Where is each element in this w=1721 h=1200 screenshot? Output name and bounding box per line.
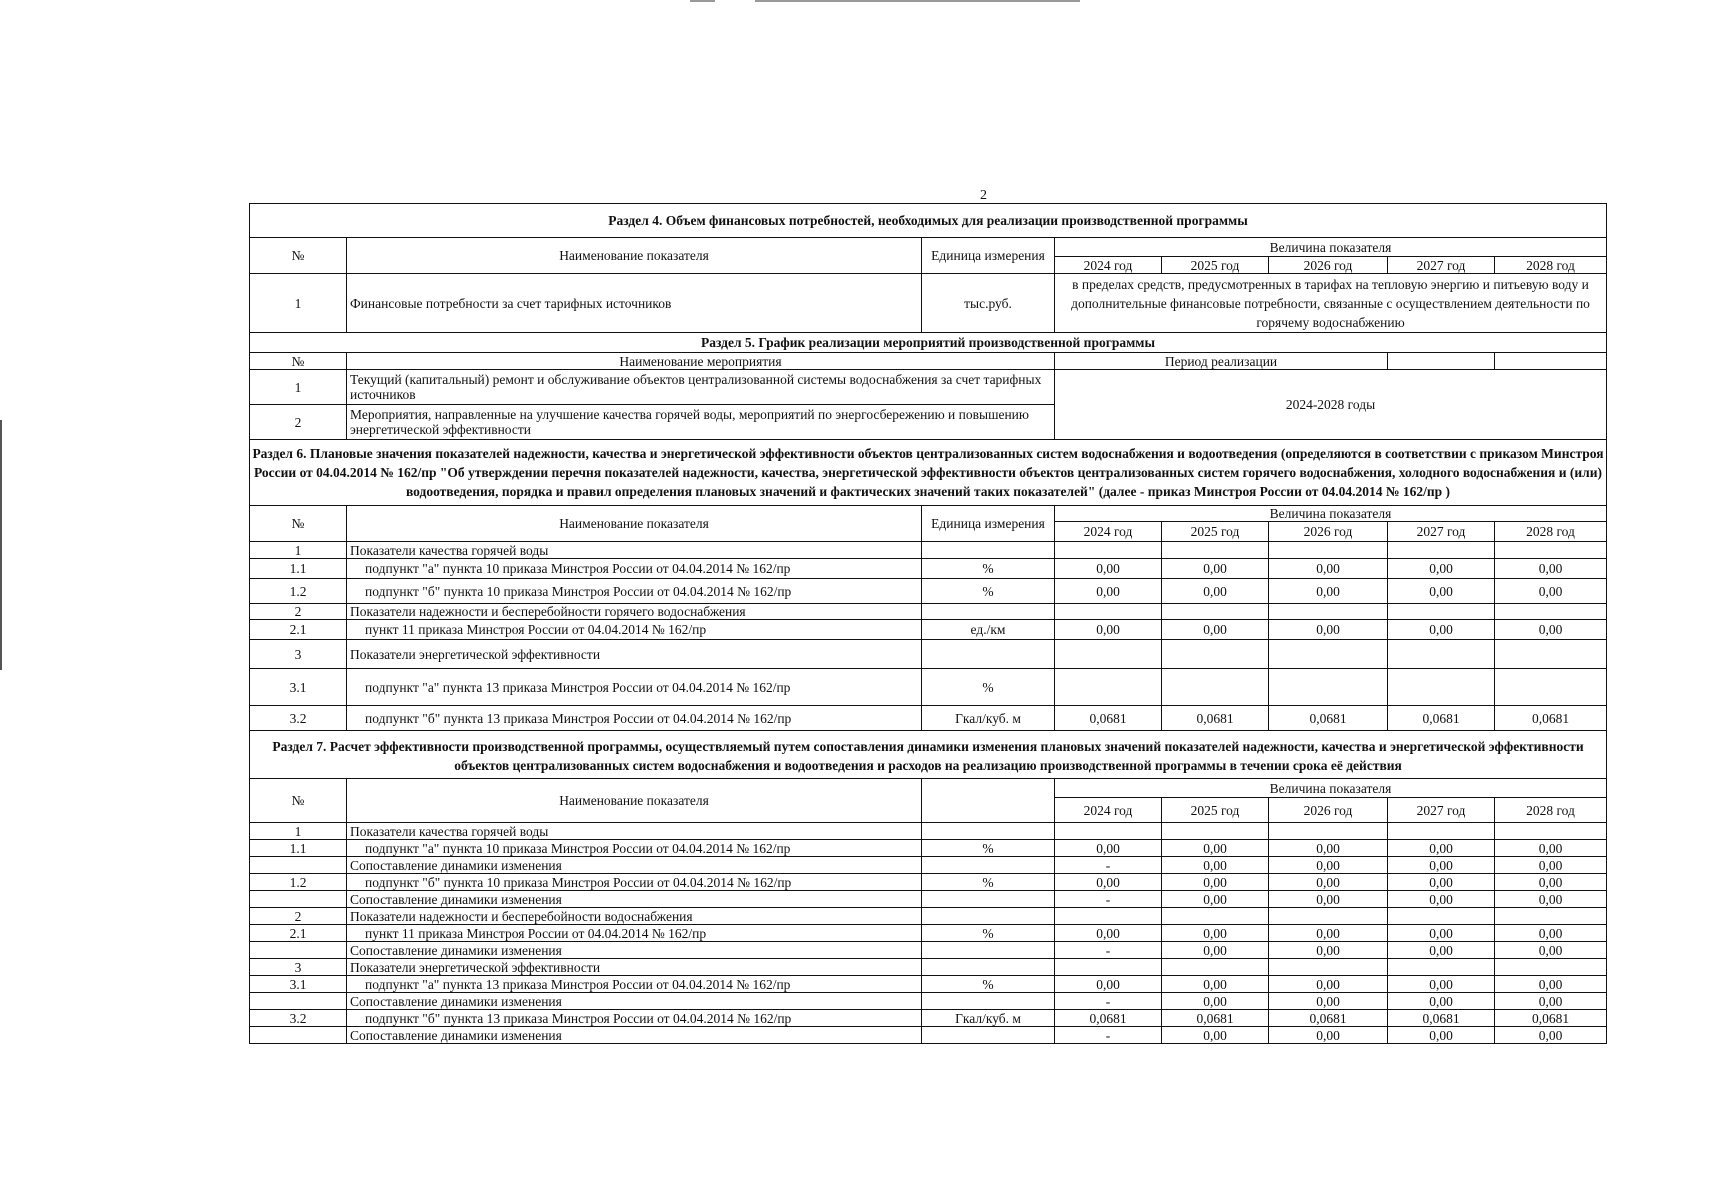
year-value: 0,00: [1269, 925, 1388, 942]
year-value: [1495, 542, 1607, 559]
year-value: 0,00: [1162, 559, 1269, 579]
section7-year: 2028 год: [1495, 798, 1607, 823]
year-value: 0,00: [1388, 993, 1495, 1010]
unit: Гкал/куб. м: [922, 1010, 1055, 1027]
year-value: 0,00: [1388, 559, 1495, 579]
row-number: 3.2: [250, 1010, 347, 1027]
section5-header-row: [250, 353, 1607, 370]
indicator-name: подпункт "б" пункта 13 приказа Минстроя России от 04.04.2014 № 162/пр: [347, 706, 922, 731]
indicator-group-name: Показатели энергетической эффективности: [347, 640, 922, 669]
year-value: 0,00: [1055, 840, 1162, 857]
year-value: [1055, 823, 1162, 840]
unit: [922, 993, 1055, 1010]
section4-year: 2026 год: [1269, 257, 1388, 274]
document-page: [249, 203, 1606, 1044]
section7-data-row: [250, 942, 1607, 959]
year-value: 0,00: [1495, 976, 1607, 993]
year-value: 0,0681: [1055, 706, 1162, 731]
year-value: 0,00: [1388, 620, 1495, 640]
year-value: 0,00: [1388, 891, 1495, 908]
section6-col-name: Наименование показателя: [347, 506, 922, 542]
unit: %: [922, 579, 1055, 604]
section6-title: Раздел 6. Плановые значения показателей надежности, качества и энергетической эффективности объектов централизованных систем водоснабжения и водоотведения (определяются в соответствии с приказом Минстроя России от 04.04.2014 № 162/пр "Об утверждении перечня показателей надежности, качества, энергетической эффективности объектов централизованных систем горячего водоснабжения, холодного водоснабжения и (или) водоотведения, порядка и правил определения плановых значений и фактических значений таких показателей" (далее - приказ Минстроя России от 04.04.2014 № 162/пр ): [250, 440, 1607, 506]
indicator-name: подпункт "б" пункта 10 приказа Минстроя России от 04.04.2014 № 162/пр: [347, 874, 922, 891]
unit: [922, 857, 1055, 874]
section6-data-row: [250, 706, 1607, 731]
year-value: 0,00: [1495, 942, 1607, 959]
section4-col-no: №: [250, 238, 347, 274]
section6-header-row: [250, 506, 1607, 522]
section7-data-row: [250, 1010, 1607, 1027]
year-value: 0,00: [1388, 1027, 1495, 1044]
section5-title-row: [250, 333, 1607, 353]
year-value: 0,00: [1388, 874, 1495, 891]
section7-data-row: [250, 857, 1607, 874]
row-number: 2: [250, 405, 347, 440]
year-value: [1055, 959, 1162, 976]
year-value: 0,00: [1162, 925, 1269, 942]
year-value: -: [1055, 857, 1162, 874]
indicator-group-name: Показатели надежности и бесперебойности горячего водоснабжения: [347, 604, 922, 620]
section4-data-row: [250, 274, 1607, 333]
section7-col-no: №: [250, 779, 347, 823]
unit: [922, 908, 1055, 925]
year-value: 0,00: [1055, 925, 1162, 942]
year-value: 0,00: [1269, 559, 1388, 579]
year-value: [1269, 640, 1388, 669]
row-number: [250, 1027, 347, 1044]
unit: %: [922, 925, 1055, 942]
year-value: 0,00: [1162, 891, 1269, 908]
section6-col-no: №: [250, 506, 347, 542]
section5-col-no: №: [250, 353, 347, 370]
row-number: [250, 891, 347, 908]
year-value: 0,00: [1495, 857, 1607, 874]
year-value: 0,00: [1162, 976, 1269, 993]
year-value: 0,0681: [1162, 706, 1269, 731]
comparison-label: Сопоставление динамики изменения: [347, 857, 922, 874]
year-value: 0,0681: [1495, 1010, 1607, 1027]
row-number: 2: [250, 604, 347, 620]
year-value: -: [1055, 1027, 1162, 1044]
year-value: 0,00: [1388, 840, 1495, 857]
indicator-name: подпункт "б" пункта 10 приказа Минстроя России от 04.04.2014 № 162/пр: [347, 579, 922, 604]
implementation-period: 2024-2028 годы: [1055, 370, 1607, 440]
section4-header-row: [250, 238, 1607, 257]
unit: %: [922, 874, 1055, 891]
year-value: 0,00: [1162, 874, 1269, 891]
unit: [922, 942, 1055, 959]
section6-data-row: [250, 640, 1607, 669]
row-number: 2: [250, 908, 347, 925]
section4-col-unit: Единица измерения: [922, 238, 1055, 274]
year-value: [1162, 823, 1269, 840]
section6-data-row: [250, 542, 1607, 559]
indicator-name: подпункт "а" пункта 13 приказа Минстроя России от 04.04.2014 № 162/пр: [347, 976, 922, 993]
indicator-group-name: Показатели надежности и бесперебойности водоснабжения: [347, 908, 922, 925]
measure-name: Текущий (капитальный) ремонт и обслуживание объектов централизованной системы водоснабжения за счет тарифных источников: [347, 370, 1055, 405]
year-value: 0,0681: [1388, 1010, 1495, 1027]
section7-year: 2024 год: [1055, 798, 1162, 823]
section6-title-row: [250, 440, 1607, 506]
year-value: -: [1055, 942, 1162, 959]
row-number: 1.1: [250, 559, 347, 579]
year-value: [1388, 908, 1495, 925]
comparison-label: Сопоставление динамики изменения: [347, 1027, 922, 1044]
section7-data-row: [250, 959, 1607, 976]
unit: [922, 542, 1055, 559]
year-value: 0,00: [1162, 993, 1269, 1010]
row-number: 3: [250, 959, 347, 976]
year-value: [1162, 604, 1269, 620]
indicator-group-name: Показатели энергетической эффективности: [347, 959, 922, 976]
year-value: 0,00: [1162, 579, 1269, 604]
indicator-name: подпункт "а" пункта 10 приказа Минстроя России от 04.04.2014 № 162/пр: [347, 559, 922, 579]
year-value: [1055, 669, 1162, 706]
year-value: [1269, 542, 1388, 559]
year-value: 0,0681: [1269, 1010, 1388, 1027]
row-number: 2.1: [250, 925, 347, 942]
section6-year: 2026 год: [1269, 522, 1388, 542]
row-number: 1.1: [250, 840, 347, 857]
section5-col-period: Период реализации: [1055, 353, 1388, 370]
year-value: [1495, 959, 1607, 976]
section7-col-name: Наименование показателя: [347, 779, 922, 823]
section7-data-row: [250, 976, 1607, 993]
year-value: 0,00: [1162, 857, 1269, 874]
year-value: 0,00: [1495, 559, 1607, 579]
section5-row: [250, 370, 1607, 405]
unit: [922, 640, 1055, 669]
year-value: 0,00: [1495, 840, 1607, 857]
year-value: [1162, 669, 1269, 706]
scan-artifact-gap: [715, 0, 755, 2]
year-value: 0,00: [1495, 891, 1607, 908]
year-value: -: [1055, 993, 1162, 1010]
unit: %: [922, 976, 1055, 993]
year-value: 0,00: [1269, 874, 1388, 891]
unit: [922, 959, 1055, 976]
section5-col-name: Наименование мероприятия: [347, 353, 1055, 370]
row-number: 3.2: [250, 706, 347, 731]
unit: [922, 891, 1055, 908]
section6-year: 2028 год: [1495, 522, 1607, 542]
year-value: [1055, 640, 1162, 669]
year-value: 0,00: [1495, 993, 1607, 1010]
year-value: 0,00: [1269, 942, 1388, 959]
section7-year: 2027 год: [1388, 798, 1495, 823]
section7-col-value: Величина показателя: [1055, 779, 1607, 798]
section7-data-row: [250, 993, 1607, 1010]
year-value: 0,00: [1162, 620, 1269, 640]
year-value: [1162, 640, 1269, 669]
year-value: 0,00: [1162, 942, 1269, 959]
year-value: [1388, 542, 1495, 559]
section7-title-row: [250, 731, 1607, 779]
year-value: 0,00: [1388, 976, 1495, 993]
measure-name: Мероприятия, направленные на улучшение качества горячей воды, мероприятий по энергосбережению и повышению энергетической эффективности: [347, 405, 1055, 440]
row-number: 3.1: [250, 976, 347, 993]
row-number: 1: [250, 370, 347, 405]
year-value: [1495, 669, 1607, 706]
section7-data-row: [250, 823, 1607, 840]
row-number: 2.1: [250, 620, 347, 640]
year-value: [1495, 908, 1607, 925]
year-value: 0,0681: [1162, 1010, 1269, 1027]
year-value: [1495, 604, 1607, 620]
year-value: 0,00: [1388, 579, 1495, 604]
year-value: 0,00: [1162, 1027, 1269, 1044]
year-value: [1495, 823, 1607, 840]
year-value: [1388, 604, 1495, 620]
year-value: 0,00: [1055, 579, 1162, 604]
year-value: 0,00: [1162, 840, 1269, 857]
year-value: 0,00: [1388, 925, 1495, 942]
section5-title: Раздел 5. График реализации мероприятий производственной программы: [250, 333, 1607, 353]
year-value: [1269, 959, 1388, 976]
scan-edge-mark: [0, 420, 2, 670]
production-program-table: [249, 203, 1607, 1044]
year-value: 0,00: [1269, 1027, 1388, 1044]
unit: Гкал/куб. м: [922, 706, 1055, 731]
page-number: 2: [980, 188, 987, 203]
year-value: 0,00: [1269, 857, 1388, 874]
financing-value-text: в пределах средств, предусмотренных в тарифах на тепловую энергию и питьевую воду и дополнительные финансовые потребности, связанные с осуществлением деятельности по горячему водоснабжению: [1055, 274, 1607, 333]
year-value: 0,00: [1495, 925, 1607, 942]
section6-data-row: [250, 604, 1607, 620]
unit: %: [922, 669, 1055, 706]
section7-data-row: [250, 1027, 1607, 1044]
unit: ед./км: [922, 620, 1055, 640]
year-value: 0,00: [1495, 874, 1607, 891]
indicator-name: пункт 11 приказа Минстроя России от 04.04.2014 № 162/пр: [347, 925, 922, 942]
year-value: [1162, 542, 1269, 559]
section6-col-value: Величина показателя: [1055, 506, 1607, 522]
year-value: 0,00: [1269, 620, 1388, 640]
indicator-group-name: Показатели качества горячей воды: [347, 542, 922, 559]
section4-year: 2024 год: [1055, 257, 1162, 274]
empty-cell: [1388, 353, 1495, 370]
unit: %: [922, 559, 1055, 579]
unit: тыс.руб.: [922, 274, 1055, 333]
unit: [922, 604, 1055, 620]
year-value: 0,00: [1055, 976, 1162, 993]
year-value: 0,00: [1269, 840, 1388, 857]
section4-col-value: Величина показателя: [1055, 238, 1607, 257]
year-value: [1388, 669, 1495, 706]
year-value: 0,0681: [1055, 1010, 1162, 1027]
section6-year: 2025 год: [1162, 522, 1269, 542]
year-value: 0,00: [1495, 1027, 1607, 1044]
year-value: 0,00: [1055, 620, 1162, 640]
year-value: [1162, 959, 1269, 976]
unit: [922, 1027, 1055, 1044]
row-number: 3.1: [250, 669, 347, 706]
section6-data-row: [250, 620, 1607, 640]
row-number: 1.2: [250, 874, 347, 891]
year-value: 0,00: [1495, 620, 1607, 640]
row-number: 1.2: [250, 579, 347, 604]
year-value: [1055, 542, 1162, 559]
comparison-label: Сопоставление динамики изменения: [347, 891, 922, 908]
year-value: 0,0681: [1388, 706, 1495, 731]
empty-cell: [1495, 353, 1607, 370]
indicator-name: подпункт "а" пункта 13 приказа Минстроя России от 04.04.2014 № 162/пр: [347, 669, 922, 706]
indicator-name: пункт 11 приказа Минстроя России от 04.04.2014 № 162/пр: [347, 620, 922, 640]
section4-year: 2028 год: [1495, 257, 1607, 274]
section6-year: 2024 год: [1055, 522, 1162, 542]
row-number: [250, 857, 347, 874]
section6-col-unit: Единица измерения: [922, 506, 1055, 542]
section6-data-row: [250, 559, 1607, 579]
comparison-label: Сопоставление динамики изменения: [347, 993, 922, 1010]
row-number: [250, 942, 347, 959]
year-value: 0,00: [1055, 874, 1162, 891]
section7-year: 2025 год: [1162, 798, 1269, 823]
year-value: [1269, 823, 1388, 840]
year-value: [1269, 908, 1388, 925]
section4-col-name: Наименование показателя: [347, 238, 922, 274]
section7-title: Раздел 7. Расчет эффективности производственной программы, осуществляемый путем сопоставления динамики изменения плановых значений показателей надежности, качества и энергетической эффективности объектов централизованных систем водоснабжения и водоотведения и расходов на реализацию производственной программы в течении срока её действия: [250, 731, 1607, 779]
year-value: [1495, 640, 1607, 669]
year-value: 0,00: [1269, 891, 1388, 908]
year-value: [1162, 908, 1269, 925]
section7-header-row: [250, 779, 1607, 798]
section4-title-row: [250, 204, 1607, 238]
year-value: 0,00: [1269, 976, 1388, 993]
year-value: [1055, 604, 1162, 620]
section7-data-row: [250, 874, 1607, 891]
row-number: 1: [250, 274, 347, 333]
year-value: [1269, 604, 1388, 620]
year-value: [1388, 823, 1495, 840]
row-number: 1: [250, 823, 347, 840]
section6-data-row: [250, 579, 1607, 604]
year-value: 0,0681: [1495, 706, 1607, 731]
section4-year: 2025 год: [1162, 257, 1269, 274]
year-value: 0,00: [1055, 559, 1162, 579]
section7-col-unit-empty: [922, 779, 1055, 823]
comparison-label: Сопоставление динамики изменения: [347, 942, 922, 959]
section4-year: 2027 год: [1388, 257, 1495, 274]
row-number: 3: [250, 640, 347, 669]
year-value: [1388, 640, 1495, 669]
indicator-name: подпункт "а" пункта 10 приказа Минстроя России от 04.04.2014 № 162/пр: [347, 840, 922, 857]
year-value: 0,0681: [1269, 706, 1388, 731]
indicator-group-name: Показатели качества горячей воды: [347, 823, 922, 840]
section7-data-row: [250, 891, 1607, 908]
indicator-name: подпункт "б" пункта 13 приказа Минстроя России от 04.04.2014 № 162/пр: [347, 1010, 922, 1027]
section7-year: 2026 год: [1269, 798, 1388, 823]
year-value: 0,00: [1269, 993, 1388, 1010]
unit: [922, 823, 1055, 840]
year-value: [1055, 908, 1162, 925]
unit: %: [922, 840, 1055, 857]
year-value: 0,00: [1388, 942, 1495, 959]
year-value: 0,00: [1388, 857, 1495, 874]
year-value: 0,00: [1269, 579, 1388, 604]
row-number: 1: [250, 542, 347, 559]
year-value: [1388, 959, 1495, 976]
section7-data-row: [250, 840, 1607, 857]
year-value: [1269, 669, 1388, 706]
year-value: -: [1055, 891, 1162, 908]
year-value: 0,00: [1495, 579, 1607, 604]
section4-title: Раздел 4. Объем финансовых потребностей, необходимых для реализации производственной программы: [250, 204, 1607, 238]
indicator-name: Финансовые потребности за счет тарифных источников: [347, 274, 922, 333]
section7-data-row: [250, 908, 1607, 925]
row-number: [250, 993, 347, 1010]
section6-data-row: [250, 669, 1607, 706]
section7-data-row: [250, 925, 1607, 942]
section6-year: 2027 год: [1388, 522, 1495, 542]
